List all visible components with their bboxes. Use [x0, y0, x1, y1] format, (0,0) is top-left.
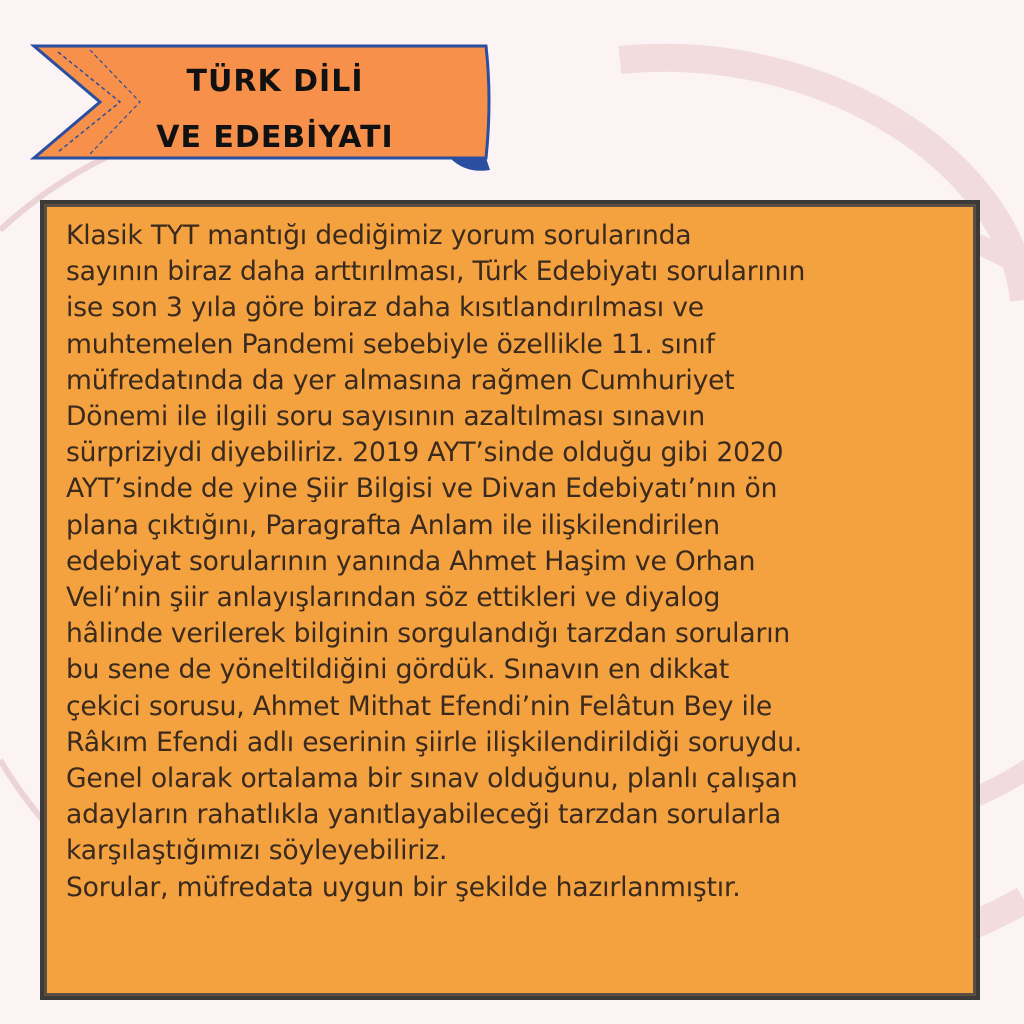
article-box	[40, 200, 980, 1000]
article-closing: Sorular, müfredata uygun bir şekilde hazırlanmıştır.	[66, 871, 741, 903]
banner-title	[120, 54, 430, 166]
article-body: Klasik TYT mantığı dediğimiz yorum sorularında sayının biraz daha arttırılması, Türk Edebiyatı sorularının ise son 3 yıla göre biraz daha kısıtlandırılması ve muhtemelen Pandemi sebebiyle özellikle 11. sınıf müfredatında da yer almasına rağmen Cumhuriyet Dönemi ile ilgili soru sayısının azaltılması sınavın sürpriziydi diyebiliriz. 2019 AYT’sinde olduğu gibi 2020 AYT’sinde de yine Şiir Bilgisi ve Divan Edebiyatı’nın ön plana çıktığını, Paragrafta Anlam ile ilişkilendirilen edebiyat sorularının yanında Ahmet Haşim ve Orhan Veli’nin şiir anlayışlarından söz ettikleri ve diyalog hâlinde verilerek bilginin sorgulandığı tarzdan soruların bu sene de yöneltildiğini gördük. Sınavın en dikkat çekici sorusu, Ahmet Mithat Efendi’nin Felâtun Bey ile Râkım Efendi adlı eserinin şiirle ilişkilendirildiği soruydu. Genel olarak ortalama bir sınav olduğunu, planlı çalışan adayların rahatlıkla yanıtlayabileceği tarzdan sorularla karşılaştığımızı söyleyebiliriz.	[66, 220, 806, 867]
banner-title-line-1: TÜRK DİLİ	[186, 64, 364, 99]
banner-title-line-2: VE EDEBİYATI	[156, 120, 394, 155]
